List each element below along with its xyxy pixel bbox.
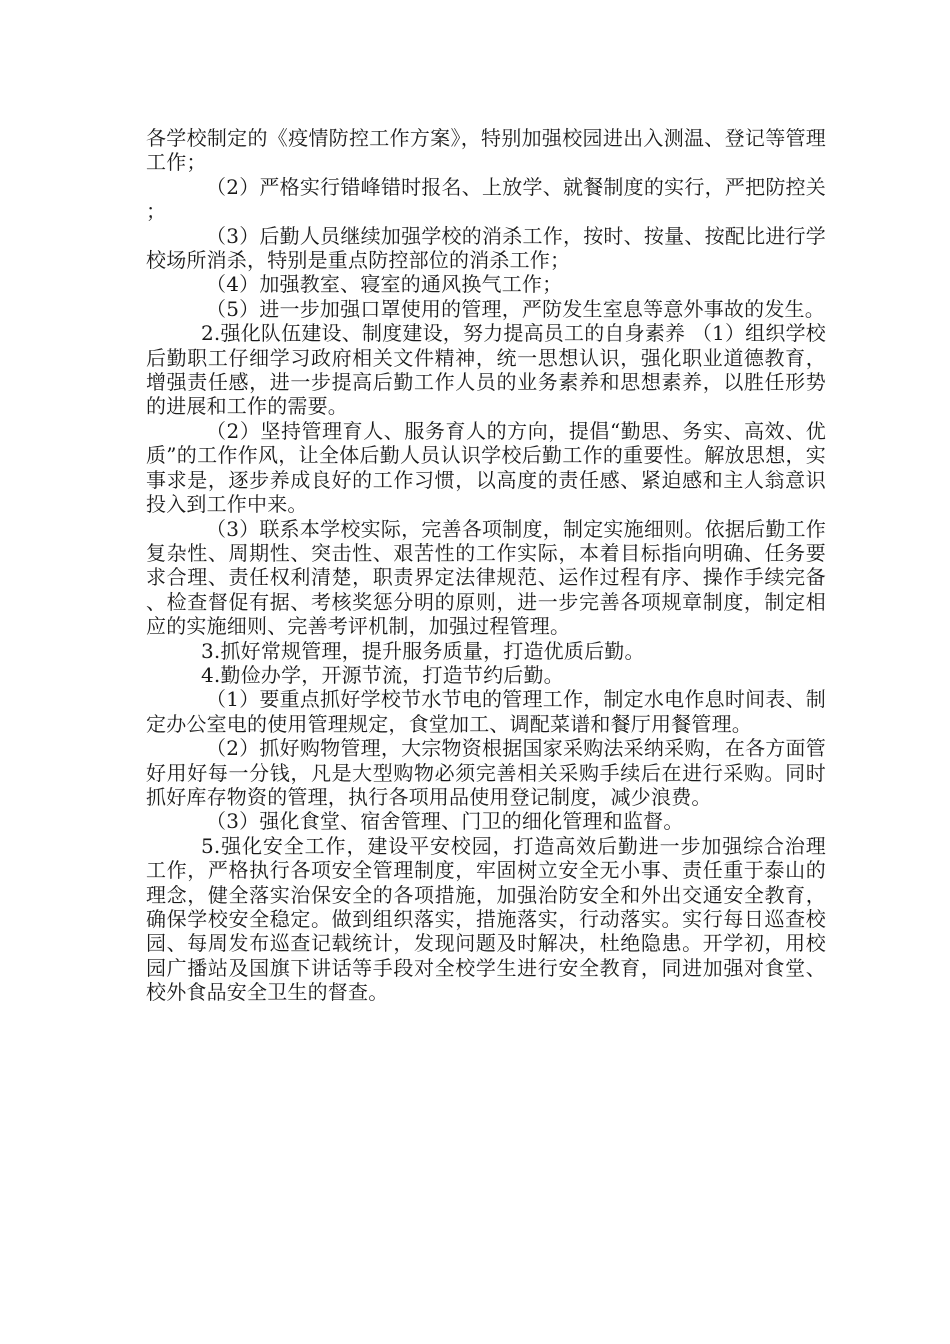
paragraph-10: 4.勤俭办学，开源节流，打造节约后勤。 xyxy=(201,662,564,687)
paragraph-13: （3）强化食堂、宿舍管理、门卫的细化管理和监督。 xyxy=(206,809,684,834)
paragraph-7: （2）坚持管理育人、服务育人的方向，提倡“勤思、务实、高效、优质”的工作作风，让全体后勤人员认识学校后勤工作的重要性。解放思想，实事求是，逐步养成良好的工作习惯，以高度的责任感、紧迫感和主人翁意识投入到工作中来。 xyxy=(146,418,826,517)
paragraph-3: （3）后勤人员继续加强学校的消杀工作，按时、按量、按配比进行学校场所消杀，特别是重点防控部位的消杀工作； xyxy=(146,223,826,273)
paragraph-11: （1）要重点抓好学校节水节电的管理工作，制定水电作息时间表、制定办公室电的使用管理规定，食堂加工、调配菜谱和餐厅用餐管理。 xyxy=(146,687,826,736)
paragraph-14: 5.强化安全工作，建设平安校园，打造高效后勤进一步加强综合治理工作，严格执行各项安全管理制度，牢固树立安全无小事、责任重于泰山的理念，健全落实治保安全的各项措施，加强治防安全和外出交通安全教育，确保学校安全稳定。做到组织落实，措施落实，行动落实。实行每日巡查校园、每周发布巡查记载统计，发现问题及时解决，杜绝隐患。开学初，用校园广播站及国旗下讲话等手段对全校学生进行安全教育，同进加强对食堂、校外食品安全卫生的督查。 xyxy=(146,833,826,1005)
paragraph-5: （5）进一步加强口罩使用的管理，严防发生室息等意外事故的发生。 xyxy=(206,296,825,321)
paragraph-4: （4）加强教室、寝室的通风换气工作； xyxy=(206,272,563,297)
paragraph-12: （2）抓好购物管理，大宗物资根据国家采购法采纳采购，在各方面管好用好每一分钱，凡是大型购物必须完善相关采购手续后在进行采购。同时抓好库存物资的管理，执行各项用品使用登记制度，减少浪费。 xyxy=(146,736,826,809)
paragraph-1: 各学校制定的《疫情防控工作方案》，特别加强校园进出入测温、登记等管理工作； xyxy=(146,126,826,175)
document-body xyxy=(146,126,826,1005)
paragraph-8: （3）联系本学校实际，完善各项制度，制定实施细则。依据后勤工作复杂性、周期性、突击性、艰苦性的工作实际，本着目标指向明确、任务要求合理、责任权利清楚，职责界定法律规范、运作过程有序、操作手续完备、检查督促有据、考核奖惩分明的原则，进一步完善各项规章制度，制定相应的实施细则、完善考评机制，加强过程管理。 xyxy=(146,516,826,639)
paragraph-9: 3.抓好常规管理，提升服务质量，打造优质后勤。 xyxy=(201,638,645,663)
paragraph-2: （2）严格实行错峰错时报名、上放学、就餐制度的实行，严把防控关； xyxy=(146,174,826,224)
paragraph-6: 2.强化队伍建设、制度建设，努力提高员工的自身素养 （1）组织学校后勤职工仔细学习政府相关文件精神，统一思想认识，强化职业道德教育，增强责任感，进一步提高后勤工作人员的业务素养和思想素养，以胜任形势的进展和工作的需要。 xyxy=(146,321,826,419)
